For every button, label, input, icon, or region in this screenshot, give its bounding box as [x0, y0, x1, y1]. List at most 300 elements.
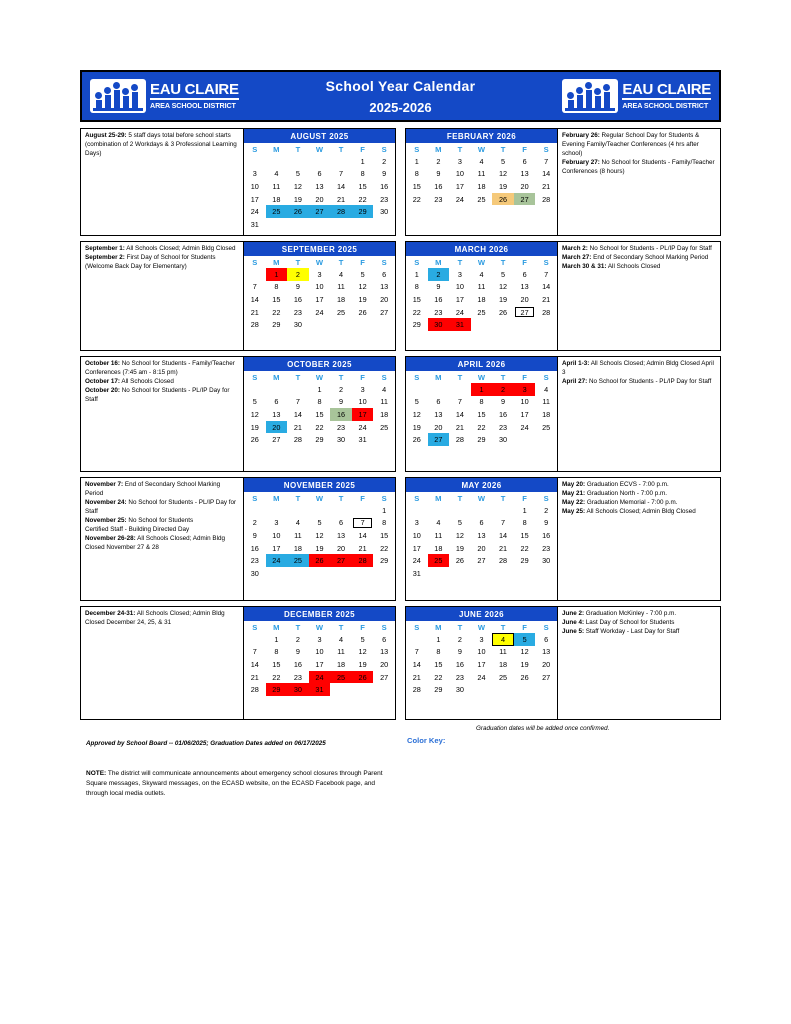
day-cell-april-5[interactable]: 5: [414, 397, 419, 407]
day-cell-june-24[interactable]: 24: [477, 672, 486, 682]
day-cell-december-15[interactable]: 15: [272, 659, 281, 669]
day-cell-september-27[interactable]: 27: [380, 307, 389, 317]
day-cell-october-14[interactable]: 14: [293, 409, 302, 419]
day-cell-march-6[interactable]: 6: [522, 269, 527, 279]
day-cell-april-29[interactable]: 29: [477, 435, 486, 445]
day-cell-february-2[interactable]: 2: [436, 156, 441, 166]
day-cell-december-3[interactable]: 3: [317, 634, 322, 644]
day-cell-february-18[interactable]: 18: [477, 181, 486, 191]
day-cell-august-4[interactable]: 4: [274, 169, 279, 179]
day-cell-june-25[interactable]: 25: [498, 672, 508, 682]
day-cell-may-16[interactable]: 16: [542, 530, 551, 540]
day-cell-march-10[interactable]: 10: [455, 282, 464, 292]
day-cell-august-28[interactable]: 28: [330, 205, 352, 218]
day-cell-september-14[interactable]: 14: [250, 294, 259, 304]
day-cell-september-1[interactable]: 1: [266, 268, 288, 281]
day-cell-november-12[interactable]: 12: [315, 530, 324, 540]
day-cell-september-13[interactable]: 13: [380, 282, 389, 292]
day-cell-september-3[interactable]: 3: [317, 269, 322, 279]
day-cell-october-5[interactable]: 5: [252, 397, 257, 407]
day-cell-december-18[interactable]: 18: [336, 659, 346, 669]
day-cell-may-11[interactable]: 11: [434, 530, 443, 540]
day-cell-february-1[interactable]: 1: [414, 156, 419, 166]
day-cell-october-3[interactable]: 3: [360, 384, 365, 394]
day-cell-october-10[interactable]: 10: [358, 397, 367, 407]
day-cell-august-17[interactable]: 17: [250, 194, 259, 204]
day-cell-march-17[interactable]: 17: [455, 294, 464, 304]
day-cell-october-23[interactable]: 23: [336, 422, 346, 432]
day-cell-august-30[interactable]: 30: [380, 207, 389, 217]
day-cell-march-29[interactable]: 29: [412, 320, 421, 330]
day-cell-december-9[interactable]: 9: [295, 647, 300, 657]
day-cell-november-4[interactable]: 4: [295, 518, 300, 528]
day-cell-october-12[interactable]: 12: [250, 409, 259, 419]
day-cell-october-16[interactable]: 16: [330, 408, 352, 421]
day-cell-september-10[interactable]: 10: [315, 282, 324, 292]
day-cell-november-14[interactable]: 14: [358, 530, 367, 540]
day-cell-september-16[interactable]: 16: [293, 294, 302, 304]
day-cell-may-1[interactable]: 1: [522, 505, 527, 515]
day-cell-june-4[interactable]: 4: [492, 633, 514, 646]
day-cell-may-28[interactable]: 28: [498, 556, 508, 566]
day-cell-october-25[interactable]: 25: [380, 422, 389, 432]
day-cell-november-1[interactable]: 1: [382, 505, 387, 515]
day-cell-september-8[interactable]: 8: [274, 282, 279, 292]
day-cell-december-29[interactable]: 29: [266, 683, 288, 696]
day-cell-june-8[interactable]: 8: [436, 647, 441, 657]
day-cell-february-6[interactable]: 6: [522, 156, 527, 166]
day-cell-april-23[interactable]: 23: [498, 422, 508, 432]
day-cell-september-29[interactable]: 29: [272, 320, 281, 330]
day-cell-september-26[interactable]: 26: [358, 307, 367, 317]
day-cell-may-26[interactable]: 26: [455, 556, 464, 566]
day-cell-march-30[interactable]: 30: [428, 318, 450, 331]
day-cell-september-19[interactable]: 19: [358, 294, 367, 304]
day-cell-may-9[interactable]: 9: [544, 518, 549, 528]
day-cell-may-20[interactable]: 20: [477, 543, 486, 553]
day-cell-june-26[interactable]: 26: [520, 672, 529, 682]
day-cell-august-15[interactable]: 15: [358, 181, 367, 191]
day-cell-june-2[interactable]: 2: [457, 634, 462, 644]
day-cell-august-26[interactable]: 26: [287, 205, 309, 218]
day-cell-august-19[interactable]: 19: [293, 194, 302, 204]
day-cell-december-4[interactable]: 4: [339, 634, 344, 644]
day-cell-december-28[interactable]: 28: [250, 685, 259, 695]
day-cell-june-11[interactable]: 11: [499, 647, 507, 657]
day-cell-april-19[interactable]: 19: [412, 422, 421, 432]
day-cell-april-4[interactable]: 4: [544, 384, 549, 394]
day-cell-february-10[interactable]: 10: [455, 169, 464, 179]
day-cell-october-7[interactable]: 7: [295, 397, 300, 407]
day-cell-december-21[interactable]: 21: [250, 672, 259, 682]
day-cell-may-6[interactable]: 6: [479, 518, 484, 528]
day-cell-december-17[interactable]: 17: [315, 659, 324, 669]
day-cell-september-15[interactable]: 15: [272, 294, 281, 304]
day-cell-may-7[interactable]: 7: [501, 518, 506, 528]
day-cell-october-17[interactable]: 17: [352, 408, 374, 421]
day-cell-october-15[interactable]: 15: [315, 409, 324, 419]
day-cell-august-29[interactable]: 29: [352, 205, 374, 218]
day-cell-august-25[interactable]: 25: [266, 205, 288, 218]
day-cell-october-31[interactable]: 31: [358, 435, 367, 445]
day-cell-november-19[interactable]: 19: [315, 543, 324, 553]
day-cell-february-24[interactable]: 24: [455, 194, 464, 204]
day-cell-november-15[interactable]: 15: [380, 530, 389, 540]
day-cell-may-5[interactable]: 5: [457, 518, 462, 528]
day-cell-march-15[interactable]: 15: [412, 294, 421, 304]
day-cell-february-15[interactable]: 15: [412, 181, 421, 191]
day-cell-august-14[interactable]: 14: [336, 181, 346, 191]
day-cell-march-9[interactable]: 9: [436, 282, 441, 292]
day-cell-november-21[interactable]: 21: [358, 543, 367, 553]
day-cell-april-10[interactable]: 10: [520, 397, 529, 407]
day-cell-august-10[interactable]: 10: [250, 181, 259, 191]
day-cell-june-9[interactable]: 9: [457, 647, 462, 657]
day-cell-may-12[interactable]: 12: [455, 530, 464, 540]
day-cell-march-3[interactable]: 3: [457, 269, 462, 279]
day-cell-august-21[interactable]: 21: [336, 194, 346, 204]
day-cell-october-6[interactable]: 6: [274, 397, 279, 407]
day-cell-june-6[interactable]: 6: [544, 634, 549, 644]
day-cell-june-21[interactable]: 21: [412, 672, 421, 682]
day-cell-june-30[interactable]: 30: [455, 685, 464, 695]
day-cell-june-3[interactable]: 3: [479, 634, 484, 644]
day-cell-february-11[interactable]: 11: [477, 169, 486, 179]
day-cell-november-2[interactable]: 2: [252, 518, 257, 528]
day-cell-march-25[interactable]: 25: [477, 307, 486, 317]
day-cell-october-24[interactable]: 24: [358, 422, 367, 432]
day-cell-december-19[interactable]: 19: [358, 659, 367, 669]
day-cell-june-19[interactable]: 19: [520, 659, 529, 669]
day-cell-february-5[interactable]: 5: [501, 156, 506, 166]
day-cell-march-19[interactable]: 19: [498, 294, 508, 304]
day-cell-november-28[interactable]: 28: [352, 554, 374, 567]
day-cell-february-7[interactable]: 7: [544, 156, 549, 166]
day-cell-may-13[interactable]: 13: [477, 530, 486, 540]
day-cell-march-27[interactable]: 27: [514, 306, 536, 319]
day-cell-august-11[interactable]: 11: [272, 181, 281, 191]
day-cell-august-22[interactable]: 22: [358, 194, 367, 204]
day-cell-march-22[interactable]: 22: [412, 307, 421, 317]
day-cell-december-8[interactable]: 8: [274, 647, 279, 657]
day-cell-april-20[interactable]: 20: [434, 422, 443, 432]
day-cell-june-18[interactable]: 18: [498, 659, 508, 669]
day-cell-march-16[interactable]: 16: [434, 294, 443, 304]
day-cell-december-1[interactable]: 1: [274, 634, 279, 644]
day-cell-may-30[interactable]: 30: [542, 556, 551, 566]
day-cell-february-9[interactable]: 9: [436, 169, 441, 179]
day-cell-august-18[interactable]: 18: [272, 194, 281, 204]
day-cell-february-12[interactable]: 12: [498, 169, 508, 179]
day-cell-march-23[interactable]: 23: [434, 307, 443, 317]
day-cell-november-6[interactable]: 6: [339, 518, 344, 528]
day-cell-june-27[interactable]: 27: [542, 672, 551, 682]
day-cell-march-18[interactable]: 18: [477, 294, 486, 304]
day-cell-september-18[interactable]: 18: [336, 294, 346, 304]
day-cell-september-25[interactable]: 25: [336, 307, 346, 317]
day-cell-october-19[interactable]: 19: [250, 422, 259, 432]
day-cell-september-23[interactable]: 23: [293, 307, 302, 317]
day-cell-april-21[interactable]: 21: [455, 422, 464, 432]
day-cell-march-12[interactable]: 12: [498, 282, 508, 292]
day-cell-march-28[interactable]: 28: [542, 307, 551, 317]
day-cell-june-13[interactable]: 13: [542, 647, 551, 657]
day-cell-november-17[interactable]: 17: [272, 543, 281, 553]
day-cell-october-9[interactable]: 9: [339, 397, 344, 407]
day-cell-may-25[interactable]: 25: [428, 554, 450, 567]
day-cell-december-6[interactable]: 6: [382, 634, 387, 644]
day-cell-may-4[interactable]: 4: [436, 518, 441, 528]
day-cell-september-24[interactable]: 24: [315, 307, 324, 317]
day-cell-november-11[interactable]: 11: [294, 530, 302, 540]
day-cell-april-28[interactable]: 28: [455, 435, 464, 445]
day-cell-may-22[interactable]: 22: [520, 543, 529, 553]
day-cell-september-30[interactable]: 30: [293, 320, 302, 330]
day-cell-october-27[interactable]: 27: [272, 435, 281, 445]
day-cell-december-2[interactable]: 2: [295, 634, 300, 644]
day-cell-october-2[interactable]: 2: [339, 384, 344, 394]
day-cell-september-20[interactable]: 20: [380, 294, 389, 304]
day-cell-april-18[interactable]: 18: [542, 409, 551, 419]
day-cell-october-29[interactable]: 29: [315, 435, 324, 445]
day-cell-may-18[interactable]: 18: [434, 543, 443, 553]
day-cell-december-10[interactable]: 10: [315, 647, 324, 657]
day-cell-september-11[interactable]: 11: [337, 282, 345, 292]
day-cell-november-3[interactable]: 3: [274, 518, 279, 528]
day-cell-april-8[interactable]: 8: [479, 397, 484, 407]
day-cell-april-14[interactable]: 14: [455, 409, 464, 419]
day-cell-march-5[interactable]: 5: [501, 269, 506, 279]
day-cell-may-15[interactable]: 15: [520, 530, 529, 540]
day-cell-december-20[interactable]: 20: [380, 659, 389, 669]
day-cell-june-17[interactable]: 17: [477, 659, 486, 669]
day-cell-august-8[interactable]: 8: [360, 169, 365, 179]
day-cell-december-5[interactable]: 5: [360, 634, 365, 644]
day-cell-april-30[interactable]: 30: [498, 435, 508, 445]
day-cell-october-1[interactable]: 1: [317, 384, 322, 394]
day-cell-november-20[interactable]: 20: [336, 543, 346, 553]
day-cell-august-2[interactable]: 2: [382, 156, 387, 166]
day-cell-february-16[interactable]: 16: [434, 181, 443, 191]
day-cell-december-30[interactable]: 30: [287, 683, 309, 696]
day-cell-august-3[interactable]: 3: [252, 169, 257, 179]
day-cell-december-11[interactable]: 11: [337, 647, 345, 657]
day-cell-march-21[interactable]: 21: [542, 294, 551, 304]
day-cell-february-3[interactable]: 3: [457, 156, 462, 166]
day-cell-may-8[interactable]: 8: [522, 518, 527, 528]
day-cell-june-28[interactable]: 28: [412, 685, 421, 695]
day-cell-december-16[interactable]: 16: [293, 659, 302, 669]
day-cell-june-7[interactable]: 7: [414, 647, 419, 657]
day-cell-september-5[interactable]: 5: [360, 269, 365, 279]
day-cell-june-20[interactable]: 20: [542, 659, 551, 669]
day-cell-december-12[interactable]: 12: [358, 647, 367, 657]
day-cell-april-1[interactable]: 1: [471, 383, 493, 396]
day-cell-november-24[interactable]: 24: [266, 554, 288, 567]
day-cell-april-27[interactable]: 27: [428, 433, 450, 446]
day-cell-december-23[interactable]: 23: [293, 672, 302, 682]
day-cell-june-23[interactable]: 23: [455, 672, 464, 682]
day-cell-october-13[interactable]: 13: [272, 409, 281, 419]
day-cell-november-22[interactable]: 22: [380, 543, 389, 553]
day-cell-november-18[interactable]: 18: [293, 543, 302, 553]
day-cell-august-23[interactable]: 23: [380, 194, 389, 204]
day-cell-june-22[interactable]: 22: [434, 672, 443, 682]
day-cell-october-22[interactable]: 22: [315, 422, 324, 432]
day-cell-june-29[interactable]: 29: [434, 685, 443, 695]
day-cell-december-31[interactable]: 31: [309, 683, 331, 696]
day-cell-april-12[interactable]: 12: [412, 409, 421, 419]
day-cell-march-1[interactable]: 1: [414, 269, 419, 279]
day-cell-april-25[interactable]: 25: [542, 422, 551, 432]
day-cell-march-7[interactable]: 7: [544, 269, 549, 279]
day-cell-november-27[interactable]: 27: [330, 554, 352, 567]
day-cell-march-4[interactable]: 4: [479, 269, 484, 279]
day-cell-december-24[interactable]: 24: [309, 671, 331, 684]
day-cell-april-24[interactable]: 24: [520, 422, 529, 432]
day-cell-august-1[interactable]: 1: [360, 156, 365, 166]
day-cell-may-19[interactable]: 19: [455, 543, 464, 553]
day-cell-february-13[interactable]: 13: [520, 169, 529, 179]
day-cell-november-23[interactable]: 23: [250, 556, 259, 566]
day-cell-august-31[interactable]: 31: [250, 219, 259, 229]
day-cell-august-6[interactable]: 6: [317, 169, 322, 179]
day-cell-august-24[interactable]: 24: [250, 207, 259, 217]
day-cell-november-25[interactable]: 25: [287, 554, 309, 567]
day-cell-february-19[interactable]: 19: [498, 181, 508, 191]
day-cell-march-31[interactable]: 31: [449, 318, 471, 331]
day-cell-april-9[interactable]: 9: [501, 397, 506, 407]
day-cell-april-2[interactable]: 2: [492, 383, 514, 396]
day-cell-september-22[interactable]: 22: [272, 307, 281, 317]
day-cell-october-8[interactable]: 8: [317, 397, 322, 407]
day-cell-may-3[interactable]: 3: [414, 518, 419, 528]
day-cell-august-5[interactable]: 5: [295, 169, 300, 179]
day-cell-march-26[interactable]: 26: [498, 307, 508, 317]
day-cell-december-27[interactable]: 27: [380, 672, 389, 682]
day-cell-november-29[interactable]: 29: [380, 556, 389, 566]
day-cell-february-4[interactable]: 4: [479, 156, 484, 166]
day-cell-october-26[interactable]: 26: [250, 435, 259, 445]
day-cell-september-28[interactable]: 28: [250, 320, 259, 330]
day-cell-april-7[interactable]: 7: [457, 397, 462, 407]
day-cell-april-26[interactable]: 26: [412, 435, 421, 445]
day-cell-august-16[interactable]: 16: [380, 181, 389, 191]
day-cell-december-22[interactable]: 22: [272, 672, 281, 682]
day-cell-december-7[interactable]: 7: [252, 647, 257, 657]
day-cell-february-22[interactable]: 22: [412, 194, 421, 204]
day-cell-february-26[interactable]: 26: [492, 193, 514, 206]
day-cell-may-27[interactable]: 27: [477, 556, 486, 566]
day-cell-march-11[interactable]: 11: [477, 282, 486, 292]
day-cell-october-21[interactable]: 21: [293, 422, 302, 432]
day-cell-december-14[interactable]: 14: [250, 659, 259, 669]
day-cell-february-17[interactable]: 17: [455, 181, 464, 191]
day-cell-march-8[interactable]: 8: [414, 282, 419, 292]
day-cell-march-2[interactable]: 2: [428, 268, 450, 281]
day-cell-september-21[interactable]: 21: [250, 307, 259, 317]
day-cell-september-17[interactable]: 17: [315, 294, 324, 304]
day-cell-september-12[interactable]: 12: [358, 282, 367, 292]
day-cell-december-25[interactable]: 25: [330, 671, 352, 684]
day-cell-may-23[interactable]: 23: [542, 543, 551, 553]
day-cell-october-20[interactable]: 20: [266, 421, 288, 434]
day-cell-october-11[interactable]: 11: [380, 397, 388, 407]
day-cell-february-25[interactable]: 25: [477, 194, 486, 204]
day-cell-february-28[interactable]: 28: [542, 194, 551, 204]
day-cell-november-9[interactable]: 9: [252, 530, 257, 540]
day-cell-december-13[interactable]: 13: [380, 647, 389, 657]
day-cell-may-29[interactable]: 29: [520, 556, 529, 566]
day-cell-february-14[interactable]: 14: [542, 169, 551, 179]
day-cell-august-20[interactable]: 20: [315, 194, 324, 204]
day-cell-august-9[interactable]: 9: [382, 169, 387, 179]
day-cell-november-30[interactable]: 30: [250, 568, 259, 578]
day-cell-june-5[interactable]: 5: [514, 633, 536, 646]
day-cell-september-2[interactable]: 2: [287, 268, 309, 281]
day-cell-november-10[interactable]: 10: [272, 530, 281, 540]
day-cell-october-28[interactable]: 28: [293, 435, 302, 445]
day-cell-february-27[interactable]: 27: [514, 193, 536, 206]
day-cell-april-15[interactable]: 15: [477, 409, 486, 419]
day-cell-april-16[interactable]: 16: [498, 409, 508, 419]
day-cell-november-16[interactable]: 16: [250, 543, 259, 553]
day-cell-august-12[interactable]: 12: [293, 181, 302, 191]
day-cell-june-1[interactable]: 1: [436, 634, 441, 644]
day-cell-june-12[interactable]: 12: [520, 647, 529, 657]
day-cell-november-7[interactable]: 7: [352, 517, 374, 530]
day-cell-april-6[interactable]: 6: [436, 397, 441, 407]
day-cell-november-5[interactable]: 5: [317, 518, 322, 528]
day-cell-february-20[interactable]: 20: [520, 181, 529, 191]
day-cell-may-21[interactable]: 21: [498, 543, 508, 553]
day-cell-february-21[interactable]: 21: [542, 181, 551, 191]
day-cell-october-30[interactable]: 30: [336, 435, 346, 445]
day-cell-may-24[interactable]: 24: [412, 556, 421, 566]
day-cell-august-13[interactable]: 13: [315, 181, 324, 191]
day-cell-february-8[interactable]: 8: [414, 169, 419, 179]
day-cell-september-4[interactable]: 4: [339, 269, 344, 279]
day-cell-november-26[interactable]: 26: [309, 554, 331, 567]
day-cell-may-17[interactable]: 17: [412, 543, 421, 553]
day-cell-november-8[interactable]: 8: [382, 518, 387, 528]
day-cell-april-22[interactable]: 22: [477, 422, 486, 432]
day-cell-may-2[interactable]: 2: [544, 505, 549, 515]
day-cell-april-13[interactable]: 13: [434, 409, 443, 419]
day-cell-august-7[interactable]: 7: [339, 169, 344, 179]
day-cell-may-31[interactable]: 31: [412, 568, 421, 578]
day-cell-september-7[interactable]: 7: [252, 282, 257, 292]
day-cell-september-6[interactable]: 6: [382, 269, 387, 279]
day-cell-march-24[interactable]: 24: [455, 307, 464, 317]
day-cell-june-16[interactable]: 16: [455, 659, 464, 669]
day-cell-june-10[interactable]: 10: [477, 647, 486, 657]
day-cell-may-10[interactable]: 10: [412, 530, 421, 540]
day-cell-october-4[interactable]: 4: [382, 384, 387, 394]
day-cell-october-18[interactable]: 18: [380, 409, 389, 419]
day-cell-march-14[interactable]: 14: [542, 282, 551, 292]
day-cell-december-26[interactable]: 26: [352, 671, 374, 684]
day-cell-march-20[interactable]: 20: [520, 294, 529, 304]
day-cell-february-23[interactable]: 23: [434, 194, 443, 204]
day-cell-august-27[interactable]: 27: [309, 205, 331, 218]
day-cell-june-15[interactable]: 15: [434, 659, 443, 669]
day-cell-may-14[interactable]: 14: [498, 530, 508, 540]
day-cell-april-11[interactable]: 11: [542, 397, 550, 407]
day-cell-april-17[interactable]: 17: [520, 409, 529, 419]
day-cell-april-3[interactable]: 3: [514, 383, 536, 396]
day-cell-september-9[interactable]: 9: [295, 282, 300, 292]
